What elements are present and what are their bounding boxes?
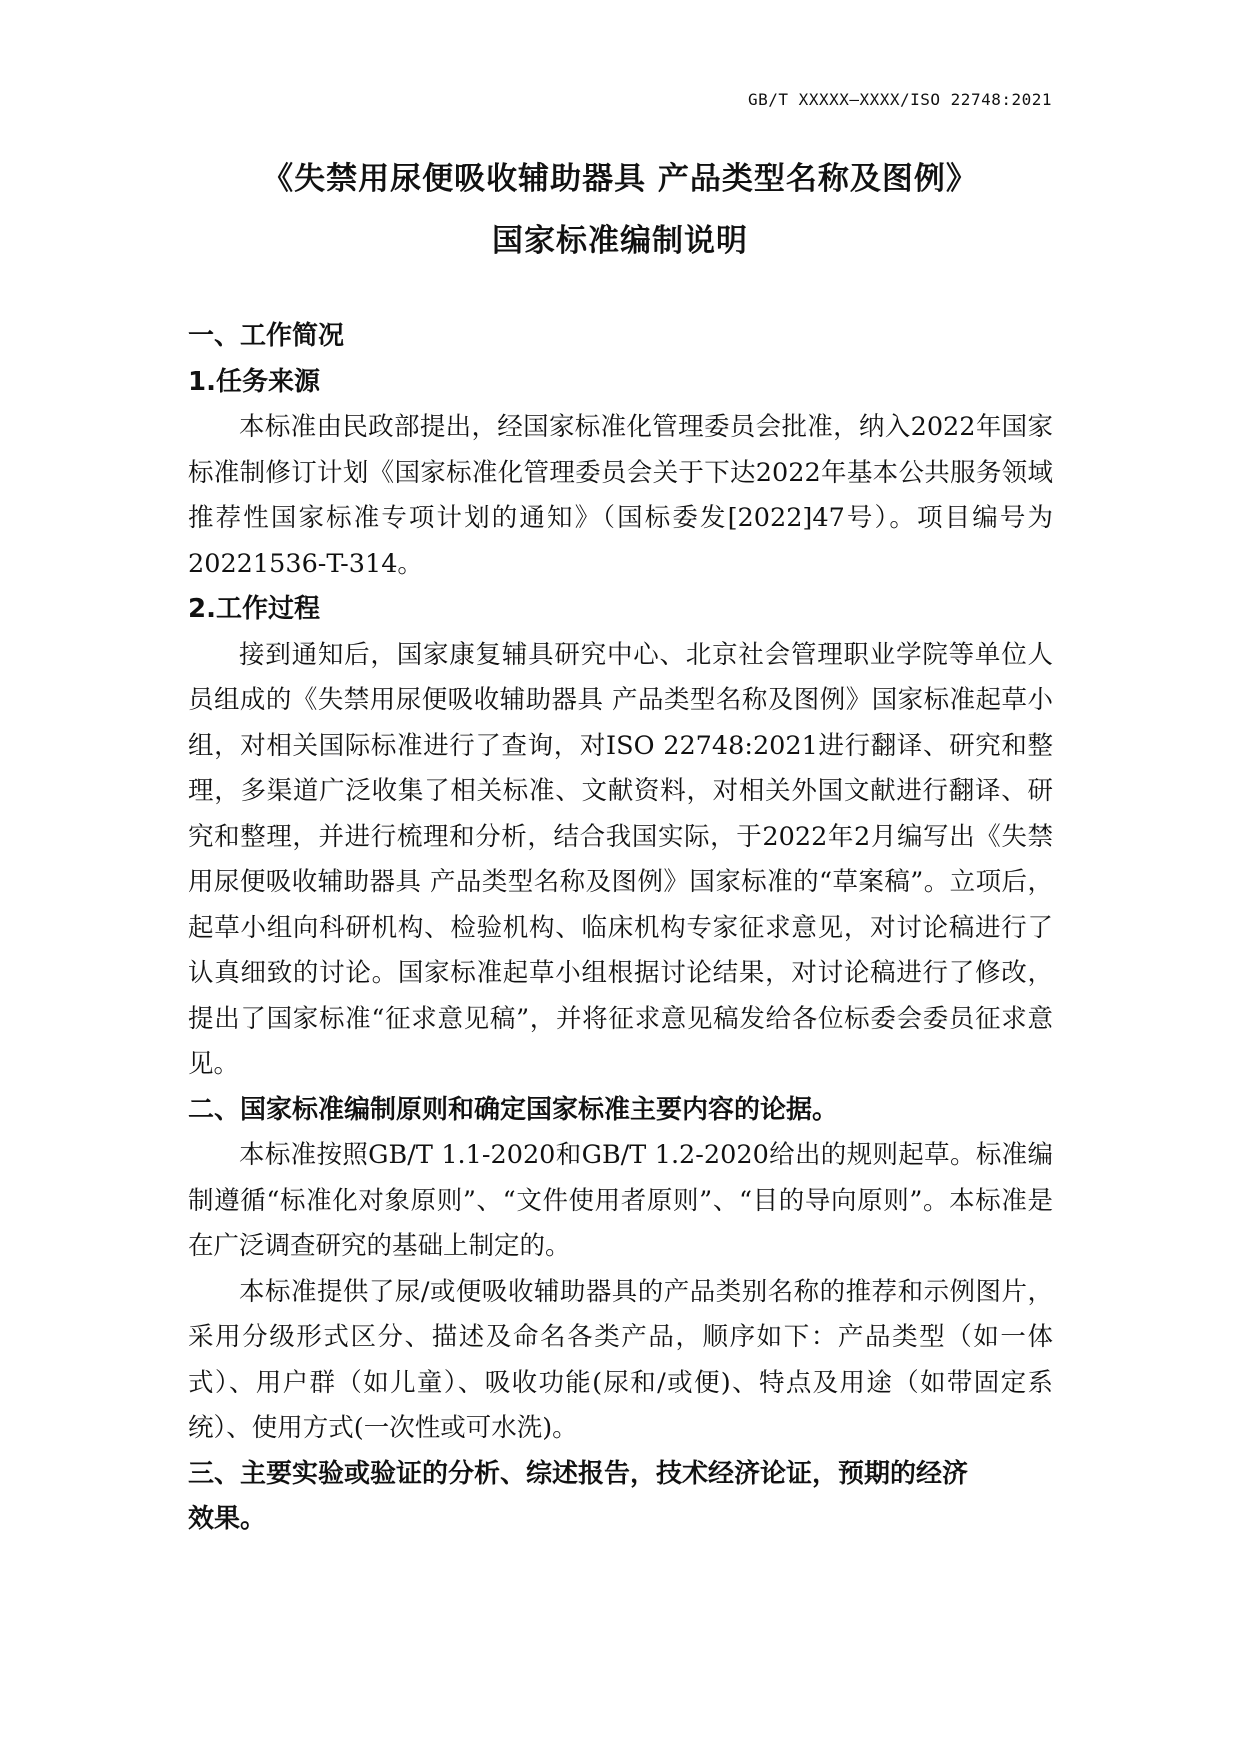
section-heading-3: 三、主要实验或验证的分析、综述报告，技术经济论证，预期的经济 — [188, 1458, 969, 1489]
document-code: GB/T XXXXX—XXXX/ISO 22748:2021 — [748, 90, 1052, 109]
subsection-heading-work-process: 2.工作过程 — [188, 594, 320, 624]
document-body — [188, 314, 1053, 1543]
paragraph-work-process: 接到通知后，国家康复辅具研究中心、北京社会管理职业学院等单位人员组成的《失禁用尿便吸收辅助器具 产品类型名称及图例》国家标准起草小组，对相关国际标准进行了查询，对ISO 22748:2021进行翻译、研究和整理，多渠道广泛收集了相关标准、文献资料，对相关外国文献进行翻译、研究和整理，并进行梳理和分析，结合我国实际，于2022年2月编写出《失禁用尿便吸收辅助器具 产品类型名称及图例》国家标准的“草案稿”。立项后，起草小组向科研机构、检验机构、临床机构专家征求意见，对讨论稿进行了认真细致的讨论。国家标准起草小组根据讨论结果，对讨论稿进行了修改，提出了国家标准“征求意见稿”，并将征求意见稿发给各位标委会委员征求意见。 — [188, 639, 1053, 1079]
paragraph-principles: 本标准按照GB/T 1.1-2020和GB/T 1.2-2020给出的规则起草。标准编制遵循“标准化对象原则”、“文件使用者原则”、“目的导向原则”。本标准是在广泛调查研究的基础上制定的。 — [188, 1140, 1053, 1261]
section-heading-3-cont: 效果。 — [188, 1504, 267, 1534]
document-title — [0, 148, 1240, 272]
paragraph-content: 本标准提供了尿/或便吸收辅助器具的产品类别名称的推荐和示例图片，采用分级形式区分、描述及命名各类产品，顺序如下：产品类型（如一体式）、用户群（如儿童）、吸收功能(尿和/或便)、特点及用途（如带固定系统）、使用方式(一次性或可水洗)。 — [188, 1276, 1053, 1443]
section-heading-1: 一、工作简况 — [188, 321, 345, 351]
title-line-2: 国家标准编制说明 — [492, 223, 748, 259]
paragraph-task-source: 本标准由民政部提出，经国家标准化管理委员会批准，纳入2022年国家标准制修订计划《国家标准化管理委员会关于下达2022年基本公共服务领域推荐性国家标准专项计划的通知》（国标委发[2022]47号）。项目编号为20221536-T-314。 — [188, 412, 1053, 579]
section-heading-2: 二、国家标准编制原则和确定国家标准主要内容的论据。 — [188, 1094, 839, 1125]
subsection-heading-task-source: 1.任务来源 — [188, 366, 320, 397]
title-line-1: 《失禁用尿便吸收辅助器具 产品类型名称及图例》 — [262, 161, 978, 197]
